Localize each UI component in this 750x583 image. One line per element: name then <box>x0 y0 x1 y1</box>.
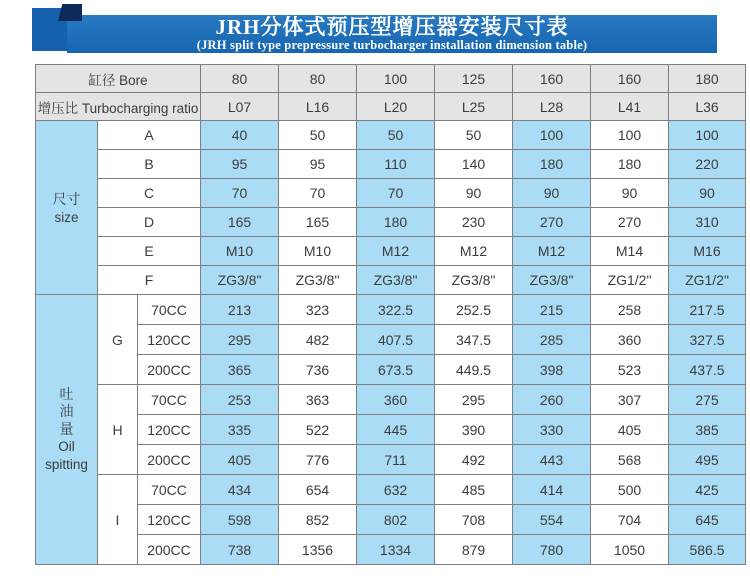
ratio-value-cell: L16 <box>279 93 357 121</box>
table-data-cell: ZG3/8" <box>279 266 357 295</box>
table-row-oil-G-120CC <box>36 325 746 355</box>
table-data-cell: 50 <box>279 121 357 150</box>
table-data-cell: 50 <box>357 121 435 150</box>
bore-label-cell: 缸径 Bore <box>36 65 201 93</box>
table-data-cell: 275 <box>669 385 746 415</box>
bore-value-cell: 160 <box>513 65 591 93</box>
table-data-cell: 1356 <box>279 535 357 565</box>
table-data-cell: 90 <box>591 179 669 208</box>
table-data-cell: 347.5 <box>435 325 513 355</box>
table-data-cell: 443 <box>513 445 591 475</box>
table-data-cell: 260 <box>513 385 591 415</box>
table-data-cell: 405 <box>591 415 669 445</box>
table-data-cell: 738 <box>201 535 279 565</box>
table-data-cell: 165 <box>279 208 357 237</box>
table-data-cell: 852 <box>279 505 357 535</box>
oil-group-label-cell: G <box>98 295 138 385</box>
table-data-cell: 360 <box>591 325 669 355</box>
table-row-size-D <box>36 208 746 237</box>
table-data-cell: 780 <box>513 535 591 565</box>
table-data-cell: 213 <box>201 295 279 325</box>
table-data-cell: 673.5 <box>357 355 435 385</box>
table-data-cell: 323 <box>279 295 357 325</box>
table-row-oil-H-70CC <box>36 385 746 415</box>
size-section-label-cell <box>36 121 98 295</box>
table-row-oil-G-200CC <box>36 355 746 385</box>
table-data-cell: 407.5 <box>357 325 435 355</box>
ratio-value-cell: L07 <box>201 93 279 121</box>
table-data-cell: 230 <box>435 208 513 237</box>
dimension-table <box>35 64 746 565</box>
table-data-cell: 495 <box>669 445 746 475</box>
table-data-cell: 632 <box>357 475 435 505</box>
table-data-cell: 708 <box>435 505 513 535</box>
table-data-cell: ZG3/8" <box>357 266 435 295</box>
ratio-label-cell: 增压比 Turbocharging ratio <box>36 93 201 121</box>
table-data-cell: ZG1/2" <box>591 266 669 295</box>
table-data-cell: 253 <box>201 385 279 415</box>
bore-value-cell: 180 <box>669 65 746 93</box>
table-row-bore <box>36 65 746 93</box>
table-row-oil-H-120CC <box>36 415 746 445</box>
oil-cc-label-cell: 200CC <box>138 445 201 475</box>
oil-group-label-cell: I <box>98 475 138 565</box>
table-data-cell: 879 <box>435 535 513 565</box>
table-data-cell: 485 <box>435 475 513 505</box>
table-data-cell: 335 <box>201 415 279 445</box>
oil-cc-label-cell: 120CC <box>138 505 201 535</box>
table-data-cell: 258 <box>591 295 669 325</box>
table-data-cell: ZG3/8" <box>201 266 279 295</box>
table-data-cell: 586.5 <box>669 535 746 565</box>
table-row-size-B <box>36 150 746 179</box>
table-data-cell: M10 <box>279 237 357 266</box>
table-data-cell: 110 <box>357 150 435 179</box>
banner-title-english: (JRH split type prepressure turbocharger installation dimension table) <box>196 38 588 52</box>
table-row-size-E <box>36 237 746 266</box>
table-data-cell: 90 <box>513 179 591 208</box>
table-data-cell: 434 <box>201 475 279 505</box>
table-data-cell: 90 <box>669 179 746 208</box>
table-row-oil-I-120CC <box>36 505 746 535</box>
oil-label-english-line1: Oil <box>58 439 75 455</box>
table-data-cell: M12 <box>435 237 513 266</box>
bore-value-cell: 100 <box>357 65 435 93</box>
table-data-cell: 523 <box>591 355 669 385</box>
oil-section-label-cell <box>36 295 98 565</box>
ratio-value-cell: L36 <box>669 93 746 121</box>
table-row-oil-I-200CC <box>36 535 746 565</box>
table-data-cell: 307 <box>591 385 669 415</box>
table-data-cell: 100 <box>591 121 669 150</box>
table-data-cell: 330 <box>513 415 591 445</box>
table-data-cell: 215 <box>513 295 591 325</box>
oil-cc-label-cell: 70CC <box>138 295 201 325</box>
table-data-cell: 180 <box>357 208 435 237</box>
table-data-cell: 736 <box>279 355 357 385</box>
size-row-label-cell: D <box>98 208 201 237</box>
table-data-cell: ZG3/8" <box>513 266 591 295</box>
ratio-value-cell: L28 <box>513 93 591 121</box>
table-data-cell: M10 <box>201 237 279 266</box>
table-data-cell: 180 <box>591 150 669 179</box>
table-data-cell: 100 <box>513 121 591 150</box>
table-data-cell: 95 <box>279 150 357 179</box>
size-row-label-cell: A <box>98 121 201 150</box>
table-data-cell: 390 <box>435 415 513 445</box>
table-data-cell: 95 <box>201 150 279 179</box>
table-data-cell: 70 <box>201 179 279 208</box>
table-data-cell: 100 <box>669 121 746 150</box>
table-row-size-C <box>36 179 746 208</box>
table-row-ratio <box>36 93 746 121</box>
table-data-cell: 363 <box>279 385 357 415</box>
table-data-cell: 327.5 <box>669 325 746 355</box>
table-row-oil-G-70CC <box>36 295 746 325</box>
table-data-cell: 40 <box>201 121 279 150</box>
table-data-cell: M14 <box>591 237 669 266</box>
table-row-oil-H-200CC <box>36 445 746 475</box>
table-data-cell: 140 <box>435 150 513 179</box>
size-label-english: size <box>54 209 79 225</box>
table-data-cell: 252.5 <box>435 295 513 325</box>
bore-value-cell: 160 <box>591 65 669 93</box>
table-data-cell: 295 <box>435 385 513 415</box>
oil-cc-label-cell: 70CC <box>138 475 201 505</box>
table-data-cell: 522 <box>279 415 357 445</box>
size-row-label-cell: F <box>98 266 201 295</box>
size-label-chinese: 尺寸 <box>52 190 81 207</box>
size-row-label-cell: E <box>98 237 201 266</box>
table-data-cell: ZG1/2" <box>669 266 746 295</box>
table-data-cell: 310 <box>669 208 746 237</box>
table-data-cell: 360 <box>357 385 435 415</box>
table-data-cell: 220 <box>669 150 746 179</box>
table-data-cell: 437.5 <box>669 355 746 385</box>
table-data-cell: 90 <box>435 179 513 208</box>
table-data-cell: 398 <box>513 355 591 385</box>
table-data-cell: 385 <box>669 415 746 445</box>
table-data-cell: M12 <box>513 237 591 266</box>
table-data-cell: 654 <box>279 475 357 505</box>
oil-label-chinese: 吐油量 <box>59 385 74 437</box>
table-row-size-A <box>36 121 746 150</box>
table-data-cell: 711 <box>357 445 435 475</box>
table-data-cell: 598 <box>201 505 279 535</box>
oil-cc-label-cell: 200CC <box>138 355 201 385</box>
banner-ribbon <box>67 15 717 53</box>
bore-value-cell: 125 <box>435 65 513 93</box>
table-data-cell: 165 <box>201 208 279 237</box>
table-data-cell: 445 <box>357 415 435 445</box>
size-row-label-cell: B <box>98 150 201 179</box>
dimension-table-body <box>36 65 746 565</box>
table-data-cell: 568 <box>591 445 669 475</box>
table-data-cell: 1050 <box>591 535 669 565</box>
oil-label-english-line2: spitting <box>45 456 88 472</box>
table-data-cell: 482 <box>279 325 357 355</box>
oil-cc-label-cell: 70CC <box>138 385 201 415</box>
ratio-value-cell: L25 <box>435 93 513 121</box>
table-data-cell: 50 <box>435 121 513 150</box>
table-data-cell: 449.5 <box>435 355 513 385</box>
table-data-cell: 554 <box>513 505 591 535</box>
table-row-size-F <box>36 266 746 295</box>
table-data-cell: 217.5 <box>669 295 746 325</box>
oil-cc-label-cell: 120CC <box>138 325 201 355</box>
table-data-cell: M12 <box>357 237 435 266</box>
bore-value-cell: 80 <box>201 65 279 93</box>
table-data-cell: 270 <box>513 208 591 237</box>
banner <box>0 0 750 60</box>
table-data-cell: M16 <box>669 237 746 266</box>
oil-group-label-cell: H <box>98 385 138 475</box>
table-data-cell: 776 <box>279 445 357 475</box>
size-row-label-cell: C <box>98 179 201 208</box>
table-data-cell: 295 <box>201 325 279 355</box>
table-data-cell: 704 <box>591 505 669 535</box>
table-row-oil-I-70CC <box>36 475 746 505</box>
bore-value-cell: 80 <box>279 65 357 93</box>
table-data-cell: 70 <box>357 179 435 208</box>
banner-title-chinese: JRH分体式预压型增压器安装尺寸表 <box>215 15 569 39</box>
table-data-cell: 414 <box>513 475 591 505</box>
oil-cc-label-cell: 200CC <box>138 535 201 565</box>
table-data-cell: 405 <box>201 445 279 475</box>
banner-fold-decoration <box>58 4 82 21</box>
table-data-cell: 425 <box>669 475 746 505</box>
table-data-cell: 645 <box>669 505 746 535</box>
table-data-cell: 70 <box>279 179 357 208</box>
oil-cc-label-cell: 120CC <box>138 415 201 445</box>
table-data-cell: 322.5 <box>357 295 435 325</box>
table-data-cell: 1334 <box>357 535 435 565</box>
table-data-cell: 492 <box>435 445 513 475</box>
table-data-cell: 285 <box>513 325 591 355</box>
table-data-cell: 500 <box>591 475 669 505</box>
ratio-value-cell: L20 <box>357 93 435 121</box>
ratio-value-cell: L41 <box>591 93 669 121</box>
table-data-cell: 365 <box>201 355 279 385</box>
table-data-cell: 270 <box>591 208 669 237</box>
table-data-cell: ZG3/8" <box>435 266 513 295</box>
table-data-cell: 802 <box>357 505 435 535</box>
table-data-cell: 180 <box>513 150 591 179</box>
